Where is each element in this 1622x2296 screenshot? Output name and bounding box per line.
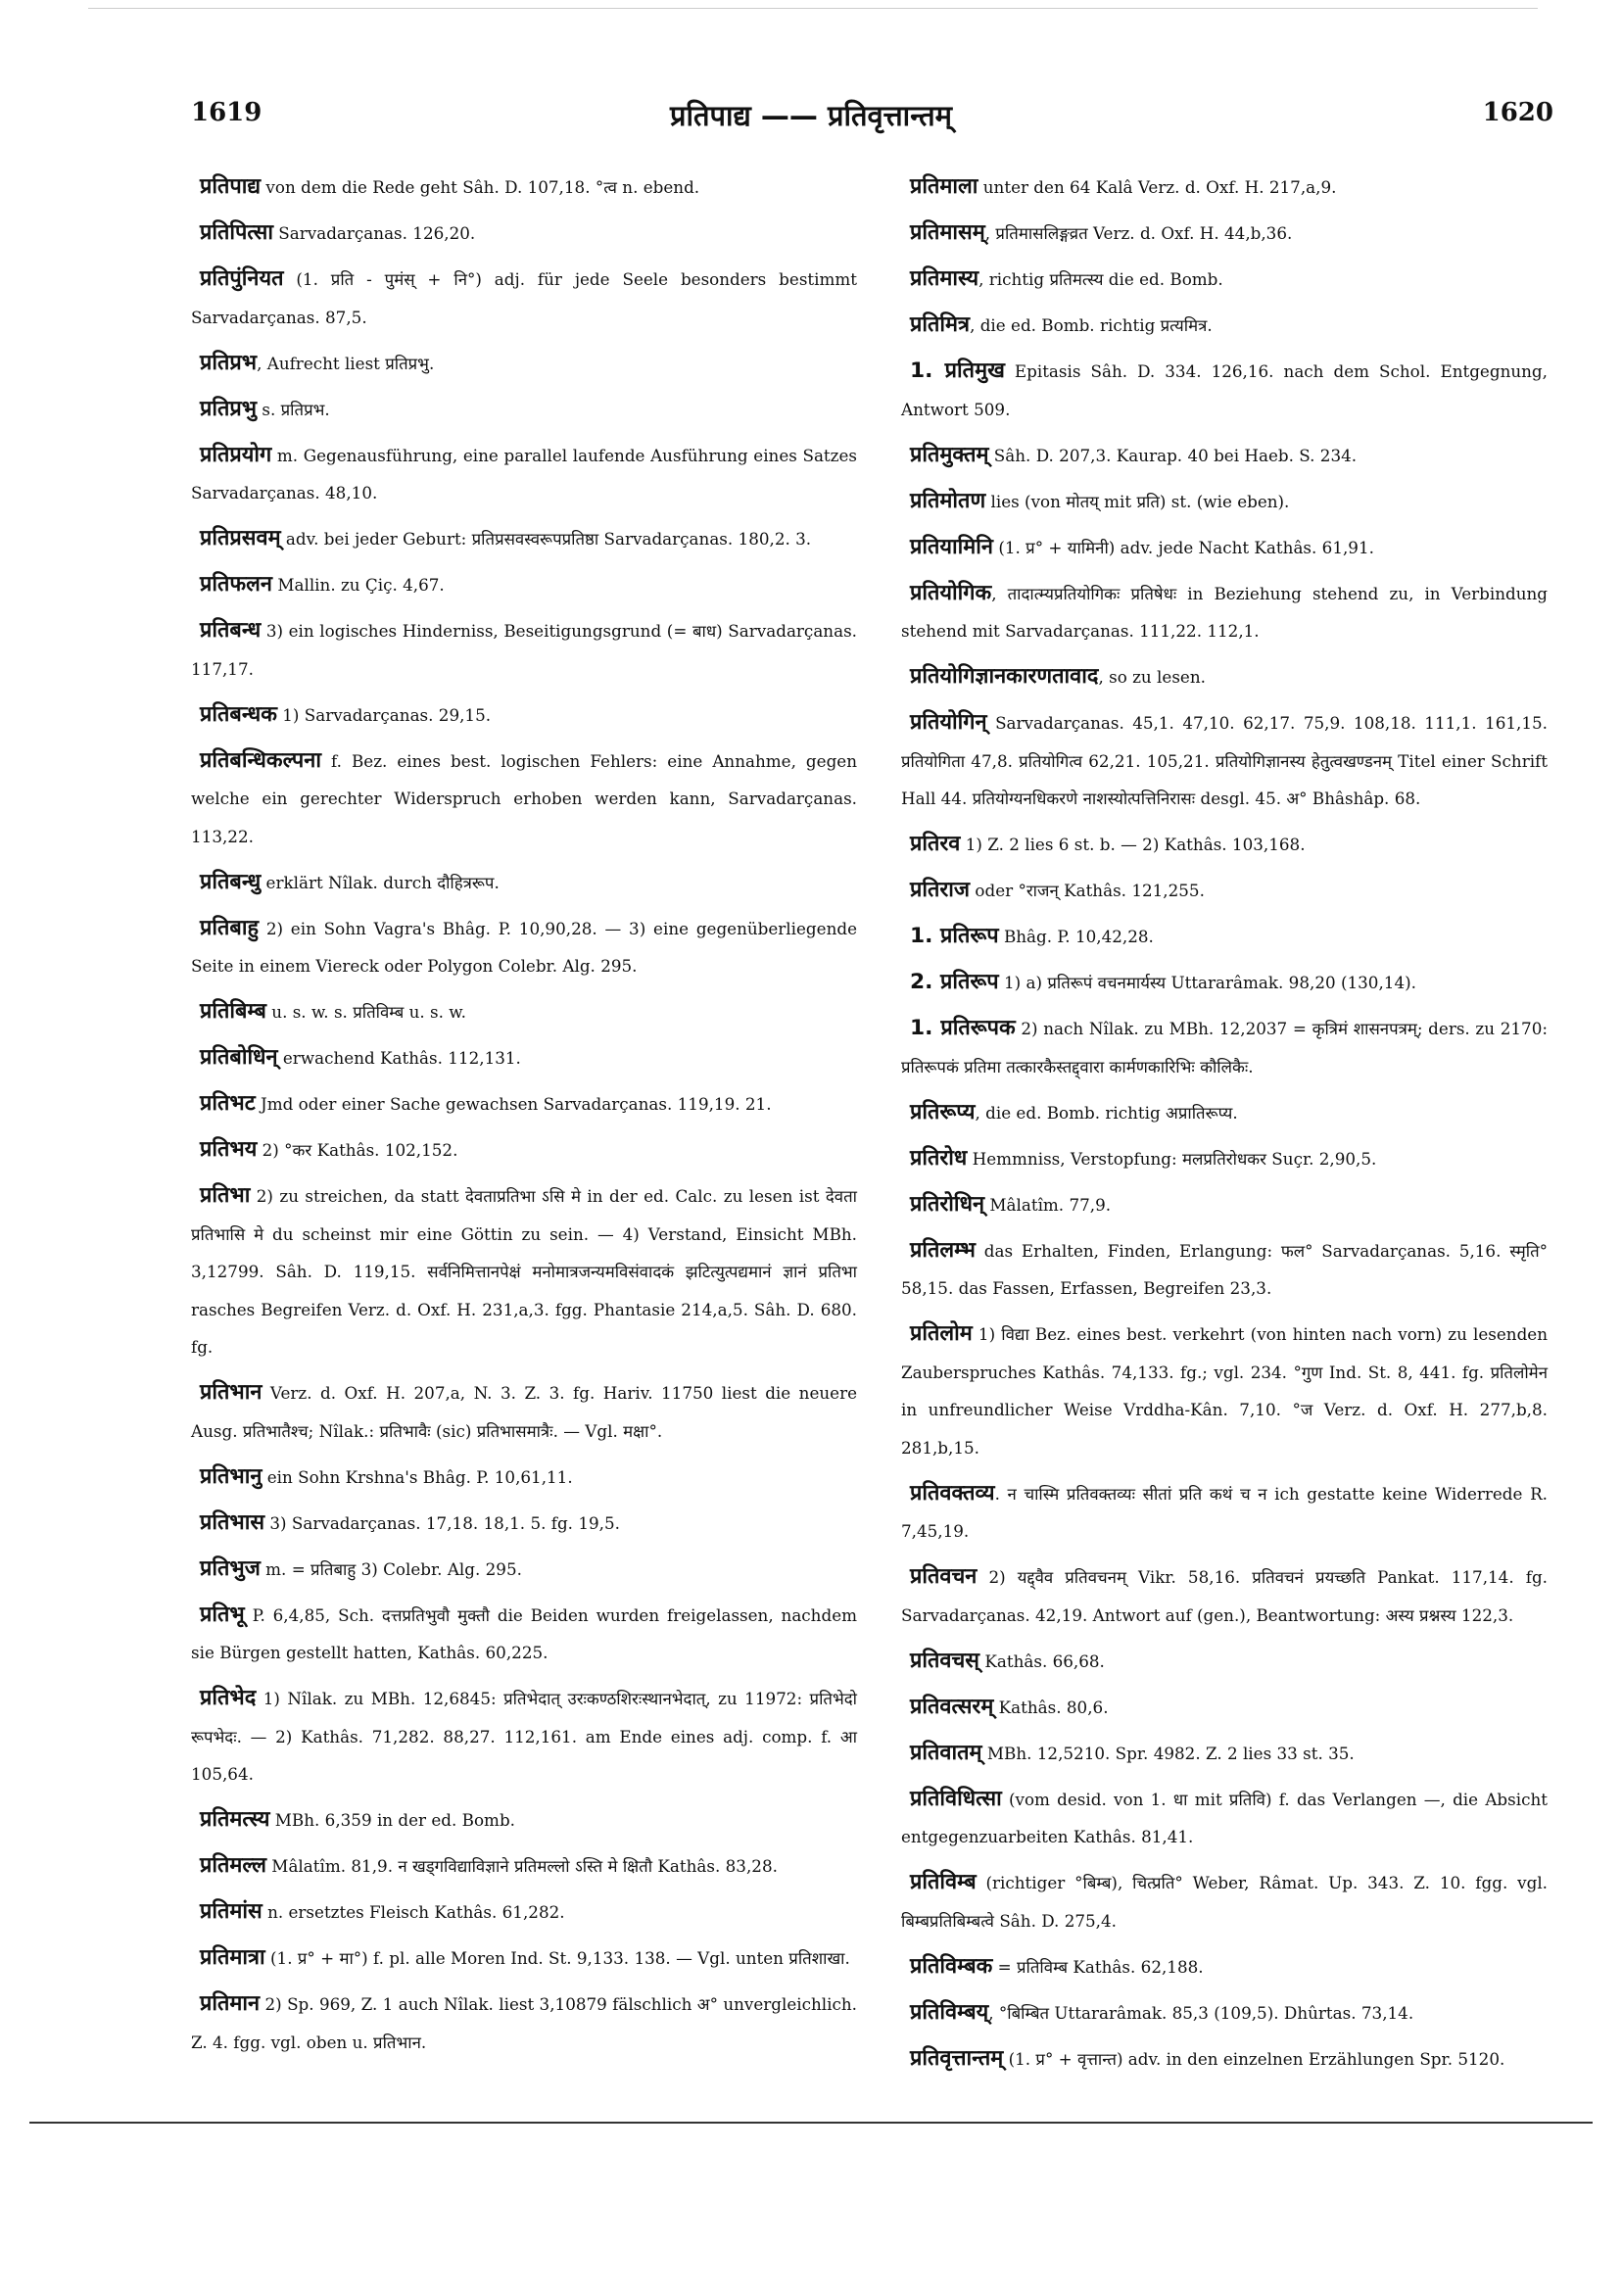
dictionary-entry bbox=[191, 261, 857, 336]
dictionary-entry bbox=[191, 168, 857, 207]
entry-headword: प्रतिभुज bbox=[200, 1555, 261, 1581]
entry-headword: प्रतिरोध bbox=[910, 1145, 968, 1171]
dictionary-entry bbox=[191, 910, 857, 985]
dictionary-entry bbox=[901, 437, 1548, 475]
entry-text: 2) zu streichen, da statt देवताप्रतिभा ऽसि मे in der ed. Calc. zu lesen ist देवता प्रतिभासि मे du scheinst mir eine Göttin zu sein. — 4) Verstand, Einsicht MBh. 3,12799. Sâh. D. 119,15. सर्वनिमित्तानपेक्षं मनोमात्रजन्यमविसंवादकं झटित्युत्पद्यमानं ज्ञानं प्रतिभा rasches Begreifen Verz. d. Oxf. H. 231,a,3. fgg. Phantasie 214,a,5. Sâh. D. 680. fg. bbox=[191, 1186, 857, 1357]
entry-text: Hemmniss, Verstopfung: मलप्रतिरोधकर Suçr. 2,90,5. bbox=[967, 1148, 1377, 1169]
entry-text: . न चास्मि प्रतिवक्तव्यः सीतां प्रति कथं च न ich gestatte keine Widerrede R. 7,45,19. bbox=[901, 1483, 1548, 1541]
dictionary-entry bbox=[191, 1551, 857, 1589]
dictionary-entry bbox=[901, 307, 1548, 345]
dictionary-entry bbox=[191, 864, 857, 902]
entry-text: Sarvadarçanas. 45,1. 47,10. 62,17. 75,9. 108,18. 111,1. 161,15. प्रतियोगिता 47,8. प्रतियोगित्व 62,21. 105,21. प्रतियोगिज्ञानस्य हेतुत्वखण्डनम् Titel einer Schrift Hall 44. प्रतियोग्यनधिकरणे नाशस्योत्पत्तिनिरासः desgl. 45. अ° Bhâshâp. 68. bbox=[901, 713, 1548, 808]
entry-headword: प्रतिबिम्ब bbox=[200, 999, 266, 1024]
entry-headword: प्रतियोगिक bbox=[910, 580, 992, 605]
entry-headword: प्रतिमांस bbox=[200, 1899, 262, 1924]
entry-headword: 1. प्रतिरूप bbox=[910, 924, 999, 948]
dictionary-entry bbox=[191, 391, 857, 429]
right-column bbox=[901, 168, 1548, 2086]
dictionary-entry bbox=[191, 1039, 857, 1077]
entry-text: m. Gegenausführung, eine parallel laufende Ausführung eines Satzes Sarvadarçanas. 48,10. bbox=[191, 445, 857, 502]
entry-headword: प्रतिबाहु bbox=[200, 915, 260, 940]
dictionary-entry bbox=[191, 1374, 857, 1450]
entry-text: das Erhalten, Finden, Erlangung: फल° Sarvadarçanas. 5,16. स्मृति° 58,15. das Fassen, Erfassen, Begreifen 23,3. bbox=[901, 1240, 1548, 1298]
entry-text: u. s. w. s. प्रतिविम्ब u. s. w. bbox=[265, 1002, 466, 1022]
dictionary-entry bbox=[191, 1505, 857, 1543]
dictionary-entry bbox=[191, 1680, 857, 1794]
entry-text: n. ersetztes Fleisch Kathâs. 61,282. bbox=[262, 1902, 565, 1922]
entry-text: unter den 64 Kalâ Verz. d. Oxf. H. 217,a,9. bbox=[978, 177, 1337, 197]
entry-text: 1) Nîlak. zu MBh. 12,6845: प्रतिभेदात् उरःकण्ठशिरःस्थानभेदात्, zu 11972: प्रतिभेदो रूपभेदः. — 2) Kathâs. 71,282. 88,27. 112,161. am Ende eines adj. comp. f. आ 105,64. bbox=[191, 1689, 857, 1784]
entry-text: Mâlatîm. 77,9. bbox=[984, 1194, 1112, 1215]
dictionary-entry bbox=[191, 1085, 857, 1124]
page-header bbox=[0, 98, 1622, 137]
entry-headword: प्रतिबोधिन् bbox=[200, 1045, 278, 1070]
entry-headword: प्रतिभान bbox=[200, 1380, 262, 1405]
entry-text: , प्रतिमासलिङ्गव्रत Verz. d. Oxf. H. 44,b,36. bbox=[984, 223, 1293, 243]
entry-text: 2) यद्द्वैव प्रतिवचनम् Vikr. 58,16. प्रतिवचनं प्रयच्छति Pankat. 117,14. fg. Sarvadarçanas. 42,19. Antwort auf (gen.), Beantwortung: अस्य प्रश्नस्य 122,3. bbox=[901, 1567, 1548, 1625]
top-rule bbox=[88, 8, 1538, 9]
dictionary-entry bbox=[901, 704, 1548, 818]
dictionary-entry bbox=[901, 1186, 1548, 1224]
entry-headword: प्रतिपुंनियत bbox=[200, 266, 284, 291]
dictionary-entry bbox=[901, 964, 1548, 1002]
dictionary-entry bbox=[191, 520, 857, 558]
entry-headword: प्रतियामिनि bbox=[910, 534, 993, 559]
entry-text: (1. प्र° + मा°) f. pl. alle Moren Ind. St. 9,133. 138. — Vgl. unten प्रतिशाखा. bbox=[264, 1948, 850, 1968]
entry-headword: प्रतिमित्र bbox=[910, 312, 971, 337]
dictionary-entry bbox=[901, 575, 1548, 650]
entry-text: adv. bei jeder Geburt: प्रतिप्रसवस्वरूपप्रतिष्ठा Sarvadarçanas. 180,2. 3. bbox=[280, 529, 812, 549]
entry-headword: प्रतिमाला bbox=[910, 174, 978, 199]
entry-text: (1. प्र° + वृत्तान्त) adv. in den einzelnen Erzählungen Spr. 5120. bbox=[1003, 2048, 1505, 2069]
entry-text: , तादात्म्यप्रतियोगिकः प्रतिषेधः in Beziehung stehend zu, in Verbindung stehend mit Sarvadarçanas. 111,22. 112,1. bbox=[901, 583, 1548, 641]
dictionary-entry bbox=[901, 1232, 1548, 1308]
dictionary-entry bbox=[191, 1847, 857, 1886]
entry-headword: प्रतिबन्धिकल्पना bbox=[200, 747, 321, 773]
entry-headword: प्रतिविम्बय् bbox=[910, 1999, 989, 2025]
entry-headword: प्रतिमास्य bbox=[910, 266, 979, 291]
entry-text: Jmd oder einer Sache gewachsen Sarvadarçanas. 119,19. 21. bbox=[255, 1094, 772, 1114]
entry-headword: प्रतिविम्बक bbox=[910, 1953, 993, 1979]
dictionary-entry bbox=[901, 215, 1548, 253]
entry-text: = प्रतिविम्ब Kathâs. 62,188. bbox=[992, 1956, 1204, 1977]
dictionary-entry bbox=[191, 566, 857, 604]
entry-text: (1. प्र° + यामिनी) adv. jede Nacht Kathâs. 61,91. bbox=[993, 537, 1374, 557]
entry-headword: प्रतिराज bbox=[910, 878, 971, 902]
dictionary-entry bbox=[191, 1131, 857, 1170]
entry-text: f. Bez. eines best. logischen Fehlers: eine Annahme, gegen welche ein gerechter Widerspruch erhoben werden kann, Sarvadarçanas. 113,22. bbox=[191, 750, 857, 846]
entry-headword: प्रतिभू bbox=[200, 1602, 245, 1627]
dictionary-entry bbox=[191, 696, 857, 735]
entry-text: s. प्रतिप्रभ. bbox=[257, 399, 330, 419]
page-number-left: 1619 bbox=[191, 98, 262, 127]
entry-headword: प्रतिबन्धु bbox=[200, 869, 262, 894]
dictionary-entry bbox=[901, 658, 1548, 696]
entry-headword: प्रतिप्रभु bbox=[200, 396, 258, 421]
dictionary-entry bbox=[901, 1475, 1548, 1551]
entry-headword: प्रतिवृत्तान्तम् bbox=[910, 2045, 1004, 2071]
entry-text: 2) Sp. 969, Z. 1 auch Nîlak. liest 3,10879 fälschlich अ° unvergleichlich. Z. 4. fgg. vgl. oben u. प्रतिभान. bbox=[191, 1994, 857, 2052]
entry-text: Sarvadarçanas. 126,20. bbox=[272, 223, 476, 243]
dictionary-entry bbox=[191, 612, 857, 688]
entry-text: Kathâs. 66,68. bbox=[979, 1650, 1105, 1671]
dictionary-entry bbox=[901, 353, 1548, 428]
dictionary-entry bbox=[901, 1558, 1548, 1634]
dictionary-entry bbox=[901, 1094, 1548, 1132]
entry-headword: प्रतिभय bbox=[200, 1137, 258, 1162]
entry-headword: प्रतिभानु bbox=[200, 1463, 262, 1489]
entry-headword: प्रतिबन्ध bbox=[200, 618, 262, 643]
entry-headword: प्रतिमासम् bbox=[910, 220, 985, 245]
dictionary-entry bbox=[901, 1864, 1548, 1939]
entry-text: , °बिम्बित Uttararâmak. 85,3 (109,5). Dhûrtas. 73,14. bbox=[988, 2002, 1414, 2023]
entry-headword: प्रतिवत्सरम् bbox=[910, 1694, 994, 1719]
dictionary-entry bbox=[191, 437, 857, 512]
entry-headword: प्रतिभा bbox=[200, 1183, 251, 1208]
entry-headword: प्रतिरव bbox=[910, 832, 961, 856]
dictionary-entry bbox=[901, 1689, 1548, 1727]
dictionary-entry bbox=[191, 1801, 857, 1840]
entry-headword: प्रतिमोतण bbox=[910, 488, 986, 513]
dictionary-entry bbox=[191, 1893, 857, 1932]
page-number-right: 1620 bbox=[1482, 98, 1553, 127]
entry-headword: प्रतिवचन bbox=[910, 1564, 978, 1589]
entry-headword: प्रतिभास bbox=[200, 1509, 265, 1535]
entry-headword: प्रतिविम्ब bbox=[910, 1870, 977, 1894]
dictionary-entry bbox=[901, 1781, 1548, 1856]
dictionary-entry bbox=[901, 261, 1548, 299]
entry-headword: प्रतिमात्रा bbox=[200, 1945, 265, 1970]
entry-text: 1) Sarvadarçanas. 29,15. bbox=[276, 704, 492, 725]
dictionary-entry bbox=[901, 1315, 1548, 1466]
entry-text: Bhâg. P. 10,42,28. bbox=[998, 927, 1154, 946]
entry-headword: 1. प्रतिमुख bbox=[910, 359, 1005, 383]
dictionary-entry bbox=[191, 1985, 857, 2061]
dictionary-entry bbox=[901, 1643, 1548, 1681]
dictionary-entry bbox=[901, 918, 1548, 956]
dictionary-entry bbox=[191, 1459, 857, 1497]
entry-headword: प्रतिलम्भ bbox=[910, 1237, 976, 1263]
dictionary-entry bbox=[191, 1939, 857, 1978]
entry-headword: प्रतिवक्तव्य bbox=[910, 1480, 995, 1506]
entry-text: erklärt Nîlak. durch दौहित्ररूप. bbox=[261, 872, 500, 892]
entry-text: (vom desid. von 1. धा mit प्रतिवि) f. das Verlangen —, die Absicht entgegenzuarbeiten Kathâs. 81,41. bbox=[901, 1789, 1548, 1846]
entry-headword: प्रतिविधित्सा bbox=[910, 1786, 1002, 1811]
dictionary-entry bbox=[191, 345, 857, 383]
dictionary-entry bbox=[901, 1948, 1548, 1986]
entry-headword: प्रतिवचस् bbox=[910, 1648, 980, 1673]
dictionary-entry bbox=[191, 1597, 857, 1672]
dictionary-entry bbox=[901, 2040, 1548, 2079]
entry-text: ein Sohn Krshna's Bhâg. P. 10,61,11. bbox=[262, 1466, 573, 1487]
entry-text: 1) विद्या Bez. eines best. verkehrt (von hinten nach vorn) zu lesenden Zauberspruches Kathâs. 74,133. fg.; vgl. 234. °गुण Ind. St. 8, 441. fg. प्रतिलोमेन in unfreundlicher Weise Vrddha-Kân. 7,10. °ज Verz. d. Oxf. H. 277,b,8. 281,b,15. bbox=[901, 1324, 1548, 1458]
entry-text: , die ed. Bomb. richtig अप्रातिरूप्य. bbox=[975, 1102, 1238, 1123]
dictionary-entry bbox=[191, 1177, 857, 1366]
entry-text: Sâh. D. 207,3. Kaurap. 40 bei Haeb. S. 234. bbox=[988, 445, 1358, 465]
entry-text: (richtiger °बिम्ब), चित्प्रति° Weber, Râmat. Up. 343. Z. 10. fgg. vgl. बिम्बप्रतिबिम्बत्वे Sâh. D. 275,4. bbox=[901, 1873, 1548, 1931]
dictionary-entry bbox=[901, 1140, 1548, 1178]
entry-text: Kathâs. 80,6. bbox=[993, 1697, 1109, 1717]
entry-text: P. 6,4,85, Sch. दत्तप्रतिभुवौ मुक्तौ die Beiden wurden freigelassen, nachdem sie Bürgen gestellt hatten, Kathâs. 60,225. bbox=[191, 1604, 857, 1662]
dictionary-entry bbox=[901, 1994, 1548, 2033]
entry-headword: प्रतियोगिन् bbox=[910, 710, 987, 735]
entry-text: 1) Z. 2 lies 6 st. b. — 2) Kathâs. 103,168. bbox=[960, 835, 1306, 854]
bottom-rule bbox=[29, 2122, 1593, 2124]
entry-text: 3) Sarvadarçanas. 17,18. 18,1. 5. fg. 19,5. bbox=[264, 1512, 620, 1533]
entry-headword: प्रतिमल्ल bbox=[200, 1853, 266, 1878]
entry-text: 2) nach Nîlak. zu MBh. 12,2037 = कृत्रिमं शासनपत्रम्; ders. zu 2170: प्रतिरूपकं प्रतिमा तत्कारकैस्तद्द्वारा कार्मणकारिभिः कौलिकैः. bbox=[901, 1019, 1548, 1076]
entry-text: von dem die Rede geht Sâh. D. 107,18. °त्व n. ebend. bbox=[261, 177, 700, 197]
entry-text: Mallin. zu Çiç. 4,67. bbox=[272, 575, 445, 595]
entry-text: , die ed. Bomb. richtig प्रत्यमित्र. bbox=[970, 315, 1213, 335]
left-column bbox=[191, 168, 857, 2070]
dictionary-entry bbox=[901, 483, 1548, 521]
dictionary-entry bbox=[901, 1735, 1548, 1773]
entry-text: Verz. d. Oxf. H. 207,a, N. 3. Z. 3. fg. Hariv. 11750 liest die neuere Ausg. प्रतिभातैश्च; Nîlak.: प्रतिभावैः (sic) प्रतिभासमात्रैः. — Vgl. मक्षा°. bbox=[191, 1383, 857, 1441]
entry-text: Epitasis Sâh. D. 334. 126,16. nach dem Schol. Entgegnung, Antwort 509. bbox=[901, 361, 1548, 419]
entry-headword: 2. प्रतिरूप bbox=[910, 970, 999, 994]
entry-text: 1) a) प्रतिरूपं वचनमार्यस्य Uttararâmak. 98,20 (130,14). bbox=[998, 973, 1416, 992]
entry-text: (1. प्रति - पुमंस् + नि°) adj. für jede Seele besonders bestimmt Sarvadarçanas. 87,5. bbox=[191, 269, 857, 327]
entry-headword: प्रतिरोधिन् bbox=[910, 1191, 985, 1217]
entry-headword: प्रतिभेद bbox=[200, 1686, 257, 1710]
entry-text: lies (von मोतय् mit प्रति) st. (wie eben). bbox=[985, 491, 1290, 511]
entry-text: 2) °कर Kathâs. 102,152. bbox=[257, 1140, 458, 1160]
entry-text: , richtig प्रतिमत्स्य die ed. Bomb. bbox=[978, 269, 1223, 289]
dictionary-entry bbox=[191, 742, 857, 856]
entry-headword: प्रतिप्रभ bbox=[200, 350, 258, 375]
dictionary-entry bbox=[901, 168, 1548, 207]
entry-text: , Aufrecht liest प्रतिप्रभु. bbox=[257, 353, 435, 373]
dictionary-entry bbox=[901, 872, 1548, 910]
entry-headword: प्रतिफलन bbox=[200, 572, 272, 597]
dictionary-entry bbox=[191, 215, 857, 253]
entry-headword: प्रतिपित्सा bbox=[200, 220, 273, 245]
entry-text: 2) ein Sohn Vagra's Bhâg. P. 10,90,28. — 3) eine gegenüberliegende Seite in einem Viereck oder Polygon Colebr. Alg. 295. bbox=[191, 918, 857, 976]
entry-headword: प्रतिमान bbox=[200, 1991, 261, 2016]
entry-headword: प्रतिलोम bbox=[910, 1321, 973, 1346]
entry-headword: प्रतिप्रसवम् bbox=[200, 526, 281, 550]
entry-text: m. = प्रतिबाहु 3) Colebr. Alg. 295. bbox=[260, 1558, 522, 1579]
dictionary-entry bbox=[901, 1010, 1548, 1085]
entry-headword: प्रतिपाद्य bbox=[200, 174, 262, 199]
entry-headword: प्रतिबन्धक bbox=[200, 701, 277, 727]
entry-headword: प्रतिप्रयोग bbox=[200, 442, 272, 467]
entry-headword: 1. प्रतिरूपक bbox=[910, 1016, 1016, 1040]
dictionary-entry bbox=[191, 993, 857, 1031]
entry-text: MBh. 12,5210. Spr. 4982. Z. 2 lies 33 st. 35. bbox=[981, 1743, 1355, 1763]
entry-text: Mâlatîm. 81,9. न खड्गविद्याविज्ञाने प्रतिमल्लो ऽस्ति मे क्षितौ Kathâs. 83,28. bbox=[265, 1856, 778, 1876]
entry-text: , so zu lesen. bbox=[1098, 667, 1206, 687]
entry-text: oder °राजन् Kathâs. 121,255. bbox=[970, 881, 1205, 900]
entry-headword: प्रतिमत्स्य bbox=[200, 1807, 270, 1832]
entry-text: erwachend Kathâs. 112,131. bbox=[277, 1048, 521, 1068]
entry-headword: प्रतिरूप्य bbox=[910, 1099, 976, 1124]
entry-headword: प्रतिभट bbox=[200, 1091, 256, 1116]
dictionary-entry bbox=[901, 826, 1548, 864]
entry-headword: प्रतिवातम् bbox=[910, 1740, 982, 1765]
page-title: प्रतिपाद्य —— प्रतिवृत्तान्तम् bbox=[669, 99, 952, 132]
entry-headword: प्रतिमुक्तम् bbox=[910, 442, 989, 467]
dictionary-entry bbox=[901, 529, 1548, 567]
entry-text: MBh. 6,359 in der ed. Bomb. bbox=[269, 1810, 515, 1830]
entry-text: 3) ein logisches Hinderniss, Beseitigungsgrund (= बाध) Sarvadarçanas. 117,17. bbox=[191, 621, 857, 679]
entry-headword: प्रतियोगिज्ञानकारणतावाद bbox=[910, 664, 1099, 689]
